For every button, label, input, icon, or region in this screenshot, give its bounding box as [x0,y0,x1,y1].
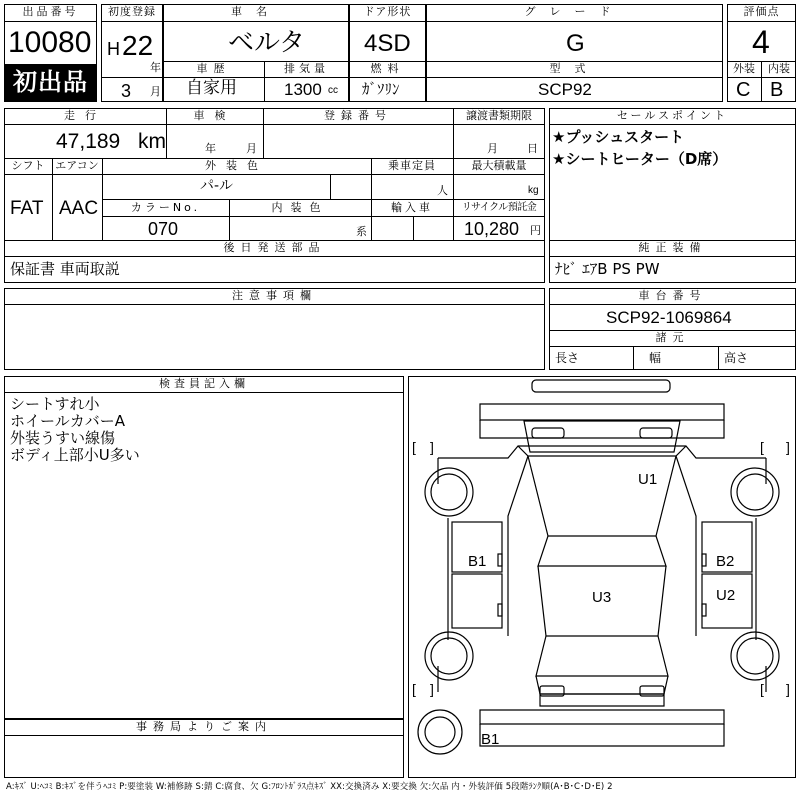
office-label: 事務局よりご案内 [136,720,272,733]
interior-label: 内装 [768,62,790,75]
capacity-label: 乗車定員 [388,159,436,172]
chassis-number: SCP92-1069864 [606,308,732,327]
inspection-year-unit: 年 [205,142,216,155]
model-label: 型式 [549,62,600,75]
mileage-value: 47,189 [56,130,121,153]
mileage-unit: km [138,130,166,153]
selling-point-2: ★シートヒーター（D席） [552,150,728,168]
damage-legend: A:ｷｽﾞ U:ﾍｺﾐ B:ｷｽﾞを伴うﾍｺﾐ P:要塗装 W:補修跡 S:錆 C:腐食、欠 G:ﾌﾛﾝﾄｶﾞﾗｽ点ｷｽﾞ XX:交換済み X:要交換 欠:欠品 内・外装評価 5段階ﾗﾝｸ順(A･B･C･D･E) 2 [6,782,613,792]
car-name-label: 車名 [231,5,281,18]
inspector-notes [10,396,140,464]
lot-number-label: 出品番号 [22,5,79,18]
transfer-deadline-label: 譲渡書類期限 [466,109,532,122]
bracket-right-rear-close: ] [786,681,790,697]
exterior-color-label: 外装色 [205,159,268,172]
bracket-left-front-close: ] [430,439,434,455]
interior-color-unit: 系 [356,225,367,238]
exterior-label: 外装 [733,62,755,75]
displacement-value: 1300 [284,80,322,99]
inspector-note: 外装うすい線傷 [10,429,116,447]
bracket-right-rear: [ [760,681,764,697]
car-diagram [408,376,796,778]
month-unit: 月 [150,85,161,98]
import-label: 輸入車 [391,201,433,214]
equipment-label: 純正装備 [638,241,707,254]
inspector-note: シートすれ小 [10,395,100,413]
first-listing-badge: 初出品 [5,64,96,101]
height-label: 高さ [724,351,749,365]
shift-label: シフト [11,159,45,172]
interior-color-label: 内装色 [271,201,329,214]
displacement-unit: cc [328,85,338,96]
model-value: SCP92 [538,80,592,99]
damage-mark: U2 [716,587,736,604]
score-label: 評価点 [743,5,780,18]
inspector-note: ボディ上部小U多い [10,446,140,464]
recycle-value: 10,280 [464,219,520,239]
bracket-right-front: [ [760,439,764,455]
specs-label: 諸元 [655,331,690,344]
inspector-note: ホイールカバーA [10,412,125,430]
later-parts-label: 後日発送部品 [223,241,326,254]
width-label: 幅 [649,351,662,365]
bracket-right-front-close: ] [786,439,790,455]
damage-mark: B2 [716,553,735,570]
damage-mark: B1 [481,731,500,748]
interior-grade: B [770,79,784,101]
fuel-label: 燃料 [370,62,405,75]
damage-mark: U1 [638,471,658,488]
inspector-label: 検査員記入欄 [159,377,249,390]
ac-label: エアコン [55,159,99,172]
notes-label: 注意事項欄 [232,289,317,302]
selling-point-1: ★プッシュスタート [552,128,685,146]
later-parts-value: 保証書 車両取説 [10,260,120,278]
equipment-value: ﾅﾋﾞ ｴｱB PS PW [555,260,660,278]
inspection-month-unit: 月 [246,142,257,155]
mileage-label: 走行 [64,109,106,122]
inspection-label: 車検 [193,109,236,122]
grade-value: G [566,30,585,57]
exterior-color-value: パ-ル [200,178,234,194]
chassis-label: 車台番号 [638,289,707,302]
registration-year: 22 [122,30,154,61]
door-type: 4SD [364,30,411,57]
damage-mark: U3 [592,589,612,606]
history-label: 車歴 [196,62,231,75]
year-unit: 年 [150,61,161,74]
selling-points-label: セールスポイント [616,109,728,122]
transfer-month-unit: 月 [487,142,498,155]
registration-month: 3 [121,81,132,101]
fuel-value: ｶﾞｿﾘﾝ [362,80,400,98]
grade-label: グレード [524,5,625,18]
transfer-day-unit: 日 [527,142,538,155]
displacement-label: 排気量 [284,62,329,75]
door-label: ドア形状 [363,5,412,18]
color-no-value: 070 [148,219,179,239]
bracket-left-front: [ [412,439,416,455]
score-value: 4 [752,24,770,60]
era: H [107,39,120,59]
lot-number: 10080 [8,26,92,59]
color-no-label: カラーNo. [130,201,201,214]
recycle-label: リサイクル預託金 [461,202,537,213]
damage-mark: B1 [468,553,487,570]
car-name: ベルタ [228,28,305,58]
max-load-label: 最大積載量 [471,159,527,172]
bracket-left-rear: [ [412,681,416,697]
recycle-unit: 円 [530,224,541,237]
max-load-unit: kg [528,185,539,196]
exterior-grade: C [736,79,751,101]
registration-number-label: 登録番号 [324,109,392,122]
history-value: 自家用 [186,78,237,98]
first-registration-label: 初度登録 [108,5,156,18]
shift-value: FAT [10,198,44,219]
bracket-left-rear-close: ] [430,681,434,697]
ac-value: AAC [59,198,99,219]
capacity-unit: 人 [437,184,448,197]
length-label: 長さ [555,351,580,365]
